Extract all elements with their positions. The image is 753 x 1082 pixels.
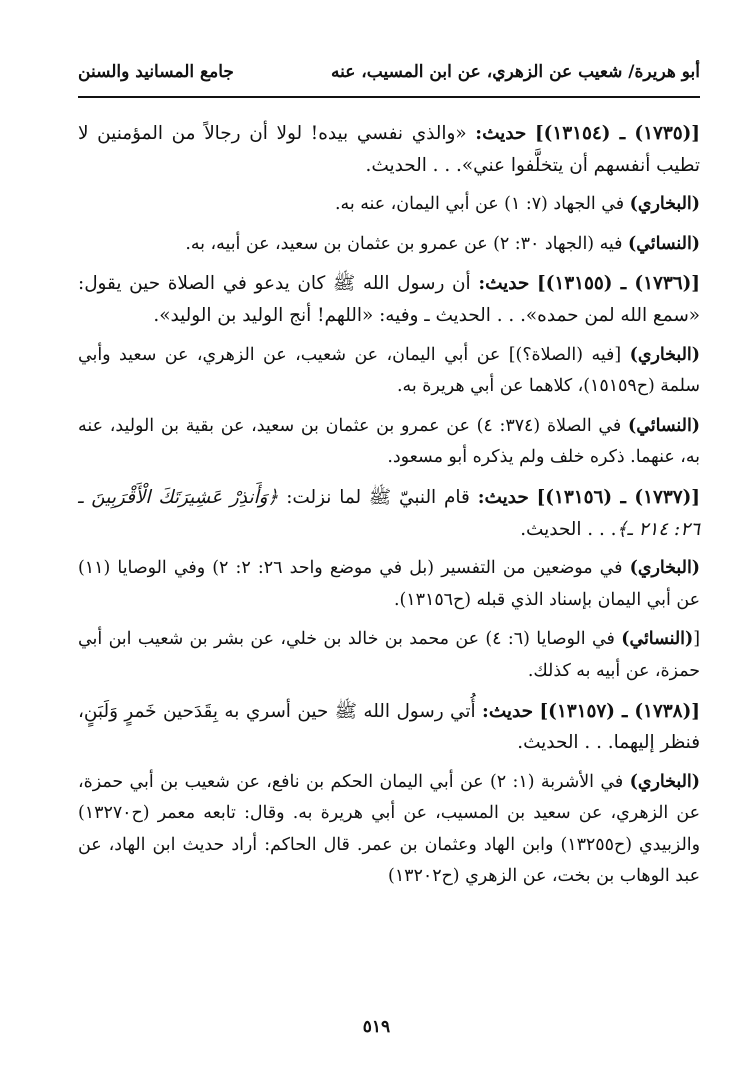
source-note [78,624,700,687]
quran-verse: ﴿وَأَنذِرْ عَشِيرَتَكَ الْأَقْرَبِينَ ـ ٢٦: ٢١٤ ـ﴾ [78,486,700,540]
hadith-text: أن رسول الله ﷺ كان يدعو في الصلاة حين يقول: «سمع الله لمن حمده». . . الحديث ـ وفيه: «اللهم! أنج الوليد بن الوليد». [78,273,700,326]
header-left-title: جامع المسانيد والسنن [78,62,234,82]
source-text: [فيه (الصلاة؟)] عن أبي اليمان، عن شعيب، عن الزهري، عن سعيد وأبي سلمة (ح١٥١٥٩)، كلاهما عن أبي هريرة به. [78,344,700,397]
hadith-entry [78,482,700,545]
hadith-entry [78,268,700,331]
page-number: ٥١٩ [362,1017,391,1037]
hadith-text: أُتي رسول الله ﷺ حين أسري به بِقَدَحين خَمرٍ وَلَبَنٍ، فنظر إليهما. . . الحديث. [78,700,700,754]
source-note [78,340,700,403]
hadith-number: [(١٧٣٧) ـ (١٣١٥٦)] [536,486,700,508]
hadith-number: [(١٧٣٥) ـ (١٣١٥٤)] [534,123,700,144]
page-body [78,118,700,901]
source-name: (البخاري) [629,771,700,792]
hadith-label: حديث: [477,486,529,508]
source-text: فيه (الجهاد ٣٠: ٢) عن عمرو بن عثمان بن سعيد، عن أبيه، به. [185,233,629,254]
hadith-label: حديث: [482,700,534,722]
hadith-text-end: . . . الحديث. [520,518,617,540]
source-name: (البخاري) [629,194,700,215]
source-text: في الأشربة (١: ٢) عن أبي اليمان الحكم بن نافع، عن شعيب بن أبي حمزة، عن الزهري، عن سعيد بن المسيب، عن أبي هريرة به. وقال: تابعه معمر (ح١٣٢٧٠) والزبيدي (ح١٣٢٥٥) وابن الهاد وعثمان بن عمر. قال الحاكم: أراد حديث ابن الهاد، عن عبد الوهاب بن بخت، عن الزهري (ح١٣٢٠٢) [78,771,700,887]
source-text: في الصلاة (٣٧٤: ٤) عن عمرو بن عثمان بن سعيد، عن بقية بن الوليد، عنه به، عنهما. ذكره خلف ولم يذكره أبو مسعود. [78,415,700,468]
bracket-open: [ [693,629,700,650]
source-name: (النسائي) [628,415,700,436]
source-note [78,189,700,221]
hadith-text: قام النبيّ ﷺ لما نزلت: [278,486,478,508]
source-note [78,767,700,893]
hadith-number: [(١٧٣٨) ـ (١٣١٥٧)] [539,700,700,722]
hadith-entry [78,696,700,759]
source-name: (البخاري) [629,558,701,579]
source-name: (البخاري) [629,344,700,365]
source-text: في الوصايا (٦: ٤) عن محمد بن خالد بن خلي، عن بشر بن شعيب ابن أبي حمزة، عن أبيه به كذلك. [78,629,700,681]
running-header [78,62,700,82]
hadith-entry [78,118,700,181]
header-right-title: أبو هريرة/ شعيب عن الزهري، عن ابن المسيب، عنه [330,62,700,82]
hadith-text: «والذي نفسي بيده! لولا أن رجالاً من المؤمنين لا تطيب أنفسهم أن يتخلَّفوا عني». . . الحديث. [78,123,700,176]
hadith-number: [(١٧٣٦) ـ (١٣١٥٥)] [537,273,700,295]
source-note [78,229,700,261]
source-name: (النسائي) [628,233,700,254]
hadith-label: حديث: [478,273,530,295]
source-name: (النسائي) [621,629,694,650]
source-note [78,411,700,474]
source-note [78,553,700,616]
source-text: في موضعين من التفسير (بل في موضع واحد ٢٦: ٢: ٢) وفي الوصايا (١١) عن أبي اليمان بإسناد الذي قبله (ح١٣١٥٦). [78,558,700,610]
header-rule [78,96,700,98]
hadith-label: حديث: [475,123,527,144]
source-text: في الجهاد (٧: ١) عن أبي اليمان، عنه به. [334,194,630,215]
